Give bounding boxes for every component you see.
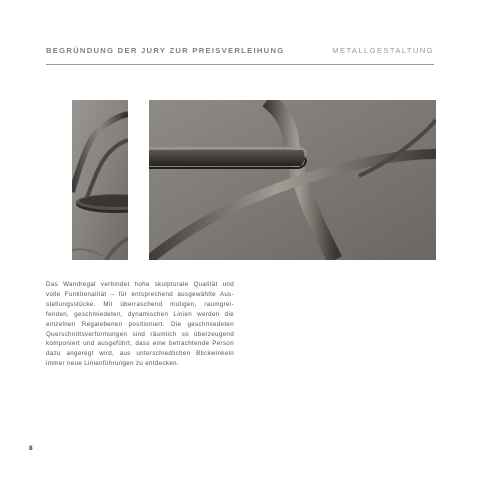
- text-line: volle Funktionalität – für entsprechend ausgewählte Aus-: [46, 290, 234, 298]
- text-line: stellungsstücke. Mit überraschend mutigen, raumgrei-: [46, 300, 234, 308]
- shelf-photo-left-graphic: [72, 100, 128, 260]
- text-line: komponiert und ausgeführt, dass eine betrachtende Person: [46, 340, 234, 348]
- jury-statement-text: [46, 280, 234, 369]
- page-number: 8: [29, 445, 33, 452]
- text-line: Querschnittsverformungen sind räumlich so überzeugend: [46, 330, 234, 338]
- text-line: einzelnen Regalebenen positioniert. Die geschmiedeten: [46, 320, 234, 328]
- photo-shelf-detail-left: [72, 100, 128, 260]
- category-label: METALLGESTALTUNG: [332, 46, 434, 55]
- text-line: Das Wandregal verbindet hohe skulpturale Qualität und: [46, 281, 234, 288]
- text-line: fenden, geschmiedeten, dynamischen Linien werden die: [46, 310, 234, 318]
- text-line: dazu angeregt wird, aus unterschiedlichen Blickwinkeln: [46, 350, 234, 358]
- section-title: BEGRÜNDUNG DER JURY ZUR PREISVERLEIHUNG: [46, 46, 285, 55]
- photo-shelf-detail-right: [149, 100, 436, 260]
- text-line: immer neue Linienführungen zu entdecken.: [46, 360, 180, 368]
- page-header: [46, 44, 434, 65]
- shelf-photo-right-graphic: [149, 100, 436, 260]
